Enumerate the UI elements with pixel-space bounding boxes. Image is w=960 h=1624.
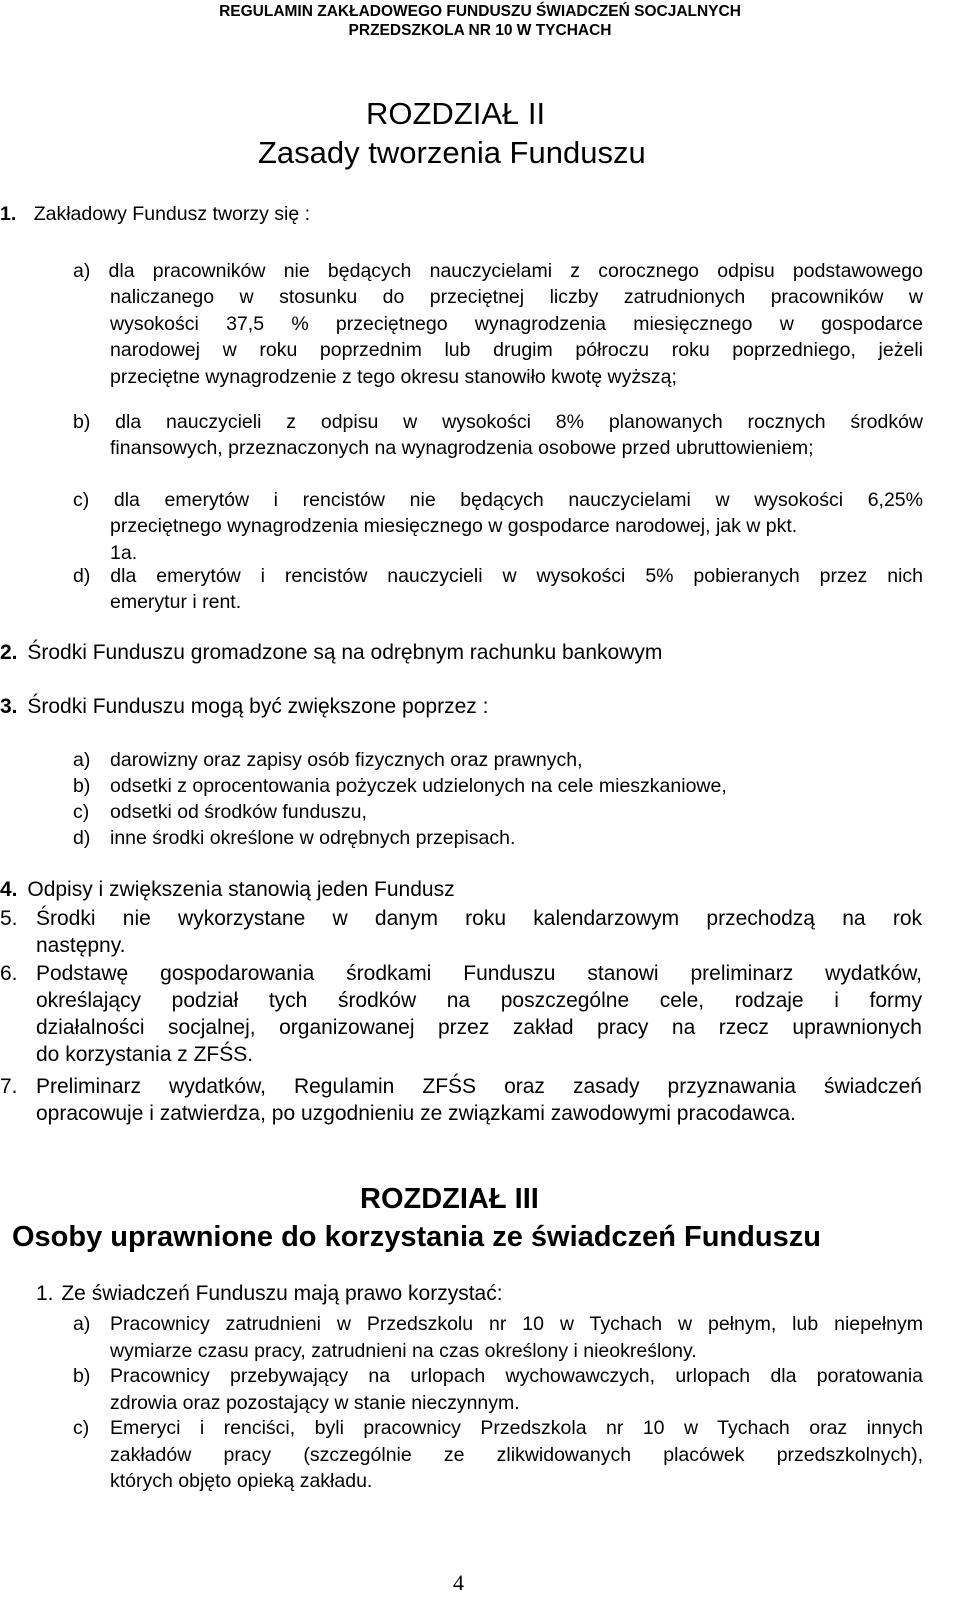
chapter3-title: Osoby uprawnione do korzystania ze świadczeń Funduszu xyxy=(12,1221,821,1253)
item6-num: 6. xyxy=(0,962,18,985)
item1-sub-d-cont xyxy=(110,589,923,616)
item-text: Zakładowy Fundusz tworzy się : xyxy=(33,203,311,225)
item1-sub-d xyxy=(73,563,923,590)
sub-text: darowizny oraz zapisy osób fizycznych oraz prawnych, xyxy=(110,749,583,771)
item5-num: 5. xyxy=(0,907,18,930)
paragraph-line: wysokości 37,5 % przeciętnego wynagrodzenia miesięcznego w gospodarce xyxy=(110,312,923,335)
sub-letter: c) xyxy=(73,801,90,823)
ch3-sub-a xyxy=(73,1311,90,1338)
paragraph-line: finansowych, przeznaczonych na wynagrodzenia osobowe przed ubruttowieniem; xyxy=(110,437,814,459)
document-header-line2: PRZEDSZKOLA NR 10 W TYCHACH xyxy=(348,22,612,39)
item1-sub-b-cont xyxy=(110,435,923,462)
item-text: Środki Funduszu mogą być zwiększone poprzez : xyxy=(27,695,489,718)
ch3-sub-b xyxy=(73,1363,90,1390)
item2 xyxy=(0,640,662,667)
item1-heading xyxy=(0,201,310,228)
item1-sub-a-cont xyxy=(110,284,923,390)
chapter2-label: ROZDZIAŁ II xyxy=(366,96,546,131)
paragraph-line: działalności socjalnej, organizowanej przez zakład pracy na rzecz uprawnionych xyxy=(36,1016,922,1039)
item4 xyxy=(0,877,455,904)
paragraph-line: określający podział tych środków na poszczególne cele, rodzaje i formy xyxy=(36,989,922,1012)
item-number: 4. xyxy=(0,878,18,901)
paragraph-line: których objęto opieką zakładu. xyxy=(110,1470,373,1492)
ch3-sub-c xyxy=(73,1415,89,1442)
ch3-sub-c-text xyxy=(110,1415,923,1495)
chapter3-label: ROZDZIAŁ III xyxy=(360,1183,539,1215)
sub-text: inne środki określone w odrębnych przepisach. xyxy=(110,827,516,849)
paragraph-line: opracowuje i zatwierdza, po uzgodnieniu ze związkami zawodowymi pracodawca. xyxy=(36,1102,796,1125)
paragraph-line: Preliminarz wydatków, Regulamin ZFŚS oraz zasady przyznawania świadczeń xyxy=(36,1075,922,1098)
paragraph-line: emerytur i rent. xyxy=(110,591,242,613)
paragraph-line: Podstawę gospodarowania środkami Funduszu stanowi preliminarz wydatków, xyxy=(36,962,922,985)
item-number: 3. xyxy=(0,695,18,718)
paragraph-line: zakładów pracy (szczególnie ze zlikwidowanych placówek przedszkolnych), xyxy=(110,1443,923,1466)
item1-sub-c xyxy=(73,487,923,514)
paragraph-line: c) dla emerytów i rencistów nie będących nauczycielami w wysokości 6,25% xyxy=(73,489,923,511)
paragraph-line: 1a. xyxy=(110,541,138,564)
item3-heading xyxy=(0,694,488,721)
paragraph-line: przeciętne wynagrodzenie z tego okresu stanowiło kwotę wyższą; xyxy=(110,365,677,388)
sub-letter: b) xyxy=(73,775,91,797)
ch3-item1-heading xyxy=(36,1281,503,1308)
item-text: Odpisy i zwiększenia stanowią jeden Fundusz xyxy=(27,878,455,901)
sub-letter: a) xyxy=(73,749,91,771)
sub-text: odsetki z oprocentowania pożyczek udzielonych na cele mieszkaniowe, xyxy=(110,775,727,797)
paragraph-line: zdrowia oraz pozostający w stanie nieczynnym. xyxy=(110,1391,520,1414)
item-number: 1. xyxy=(36,1282,54,1305)
item3-sub-a xyxy=(73,747,583,774)
item1-sub-a xyxy=(73,258,923,285)
paragraph-line: wymiarze czasu pracy, zatrudnieni na czas określony i nieokreślony. xyxy=(110,1339,697,1362)
document-header-line1: REGULAMIN ZAKŁADOWEGO FUNDUSZU ŚWIADCZEŃ SOCJALNYCH xyxy=(219,3,741,20)
paragraph-line: Pracownicy zatrudnieni w Przedszkolu nr 10 w Tychach w pełnym, lub niepełnym xyxy=(110,1313,923,1335)
item3-sub-c xyxy=(73,799,367,826)
item-text: Ze świadczeń Funduszu mają prawo korzystać: xyxy=(61,1282,503,1305)
ch3-sub-a-text xyxy=(110,1311,923,1364)
item1-sub-b xyxy=(73,409,923,436)
item-text: Środki Funduszu gromadzone są na odrębnym rachunku bankowym xyxy=(27,641,663,664)
paragraph-line: Pracownicy przebywający na urlopach wychowawczych, urlopach dla poratowania xyxy=(110,1365,923,1387)
item1-sub-c-cont xyxy=(110,513,923,566)
paragraph-line: do korzystania z ZFŚS. xyxy=(36,1043,254,1066)
page-number: 4 xyxy=(453,1570,464,1595)
paragraph-line: b) dla nauczycieli z odpisu w wysokości 8% planowanych rocznych środków xyxy=(73,411,923,433)
paragraph-line: Emeryci i renciści, byli pracownicy Przedszkola nr 10 w Tychach oraz innych xyxy=(110,1417,923,1439)
paragraph-line: naliczanego w stosunku do przeciętnej liczby zatrudnionych pracowników w xyxy=(110,286,923,308)
paragraph-line: narodowej w roku poprzednim lub drugim półroczu roku poprzedniego, jeżeli xyxy=(110,339,923,361)
item3-sub-d xyxy=(73,825,516,852)
paragraph-line: a) dla pracowników nie będących nauczycielami z corocznego odpisu podstawowego xyxy=(73,260,923,282)
sub-letter: b) xyxy=(73,1365,91,1387)
paragraph-line: przeciętnego wynagrodzenia miesięcznego w gospodarce narodowej, jak w pkt. xyxy=(110,515,798,537)
item-number: 1. xyxy=(0,203,17,225)
item5-text xyxy=(36,905,922,959)
item7-num: 7. xyxy=(0,1075,18,1098)
item-number: 2. xyxy=(0,641,18,664)
paragraph-line: następny. xyxy=(36,934,126,957)
paragraph-line: Środki nie wykorzystane w danym roku kalendarzowym przechodzą na rok xyxy=(36,907,922,930)
paragraph-line: d) dla emerytów i rencistów nauczycieli w wysokości 5% pobieranych przez nich xyxy=(73,565,923,587)
sub-letter: a) xyxy=(73,1313,91,1335)
sub-letter: d) xyxy=(73,827,91,849)
item3-sub-b xyxy=(73,773,727,800)
ch3-sub-b-text xyxy=(110,1363,923,1416)
sub-letter: c) xyxy=(73,1417,90,1439)
item6-text xyxy=(36,960,922,1068)
item7-text xyxy=(36,1073,922,1127)
sub-text: odsetki od środków funduszu, xyxy=(110,801,367,823)
chapter2-title: Zasady tworzenia Funduszu xyxy=(258,135,646,170)
